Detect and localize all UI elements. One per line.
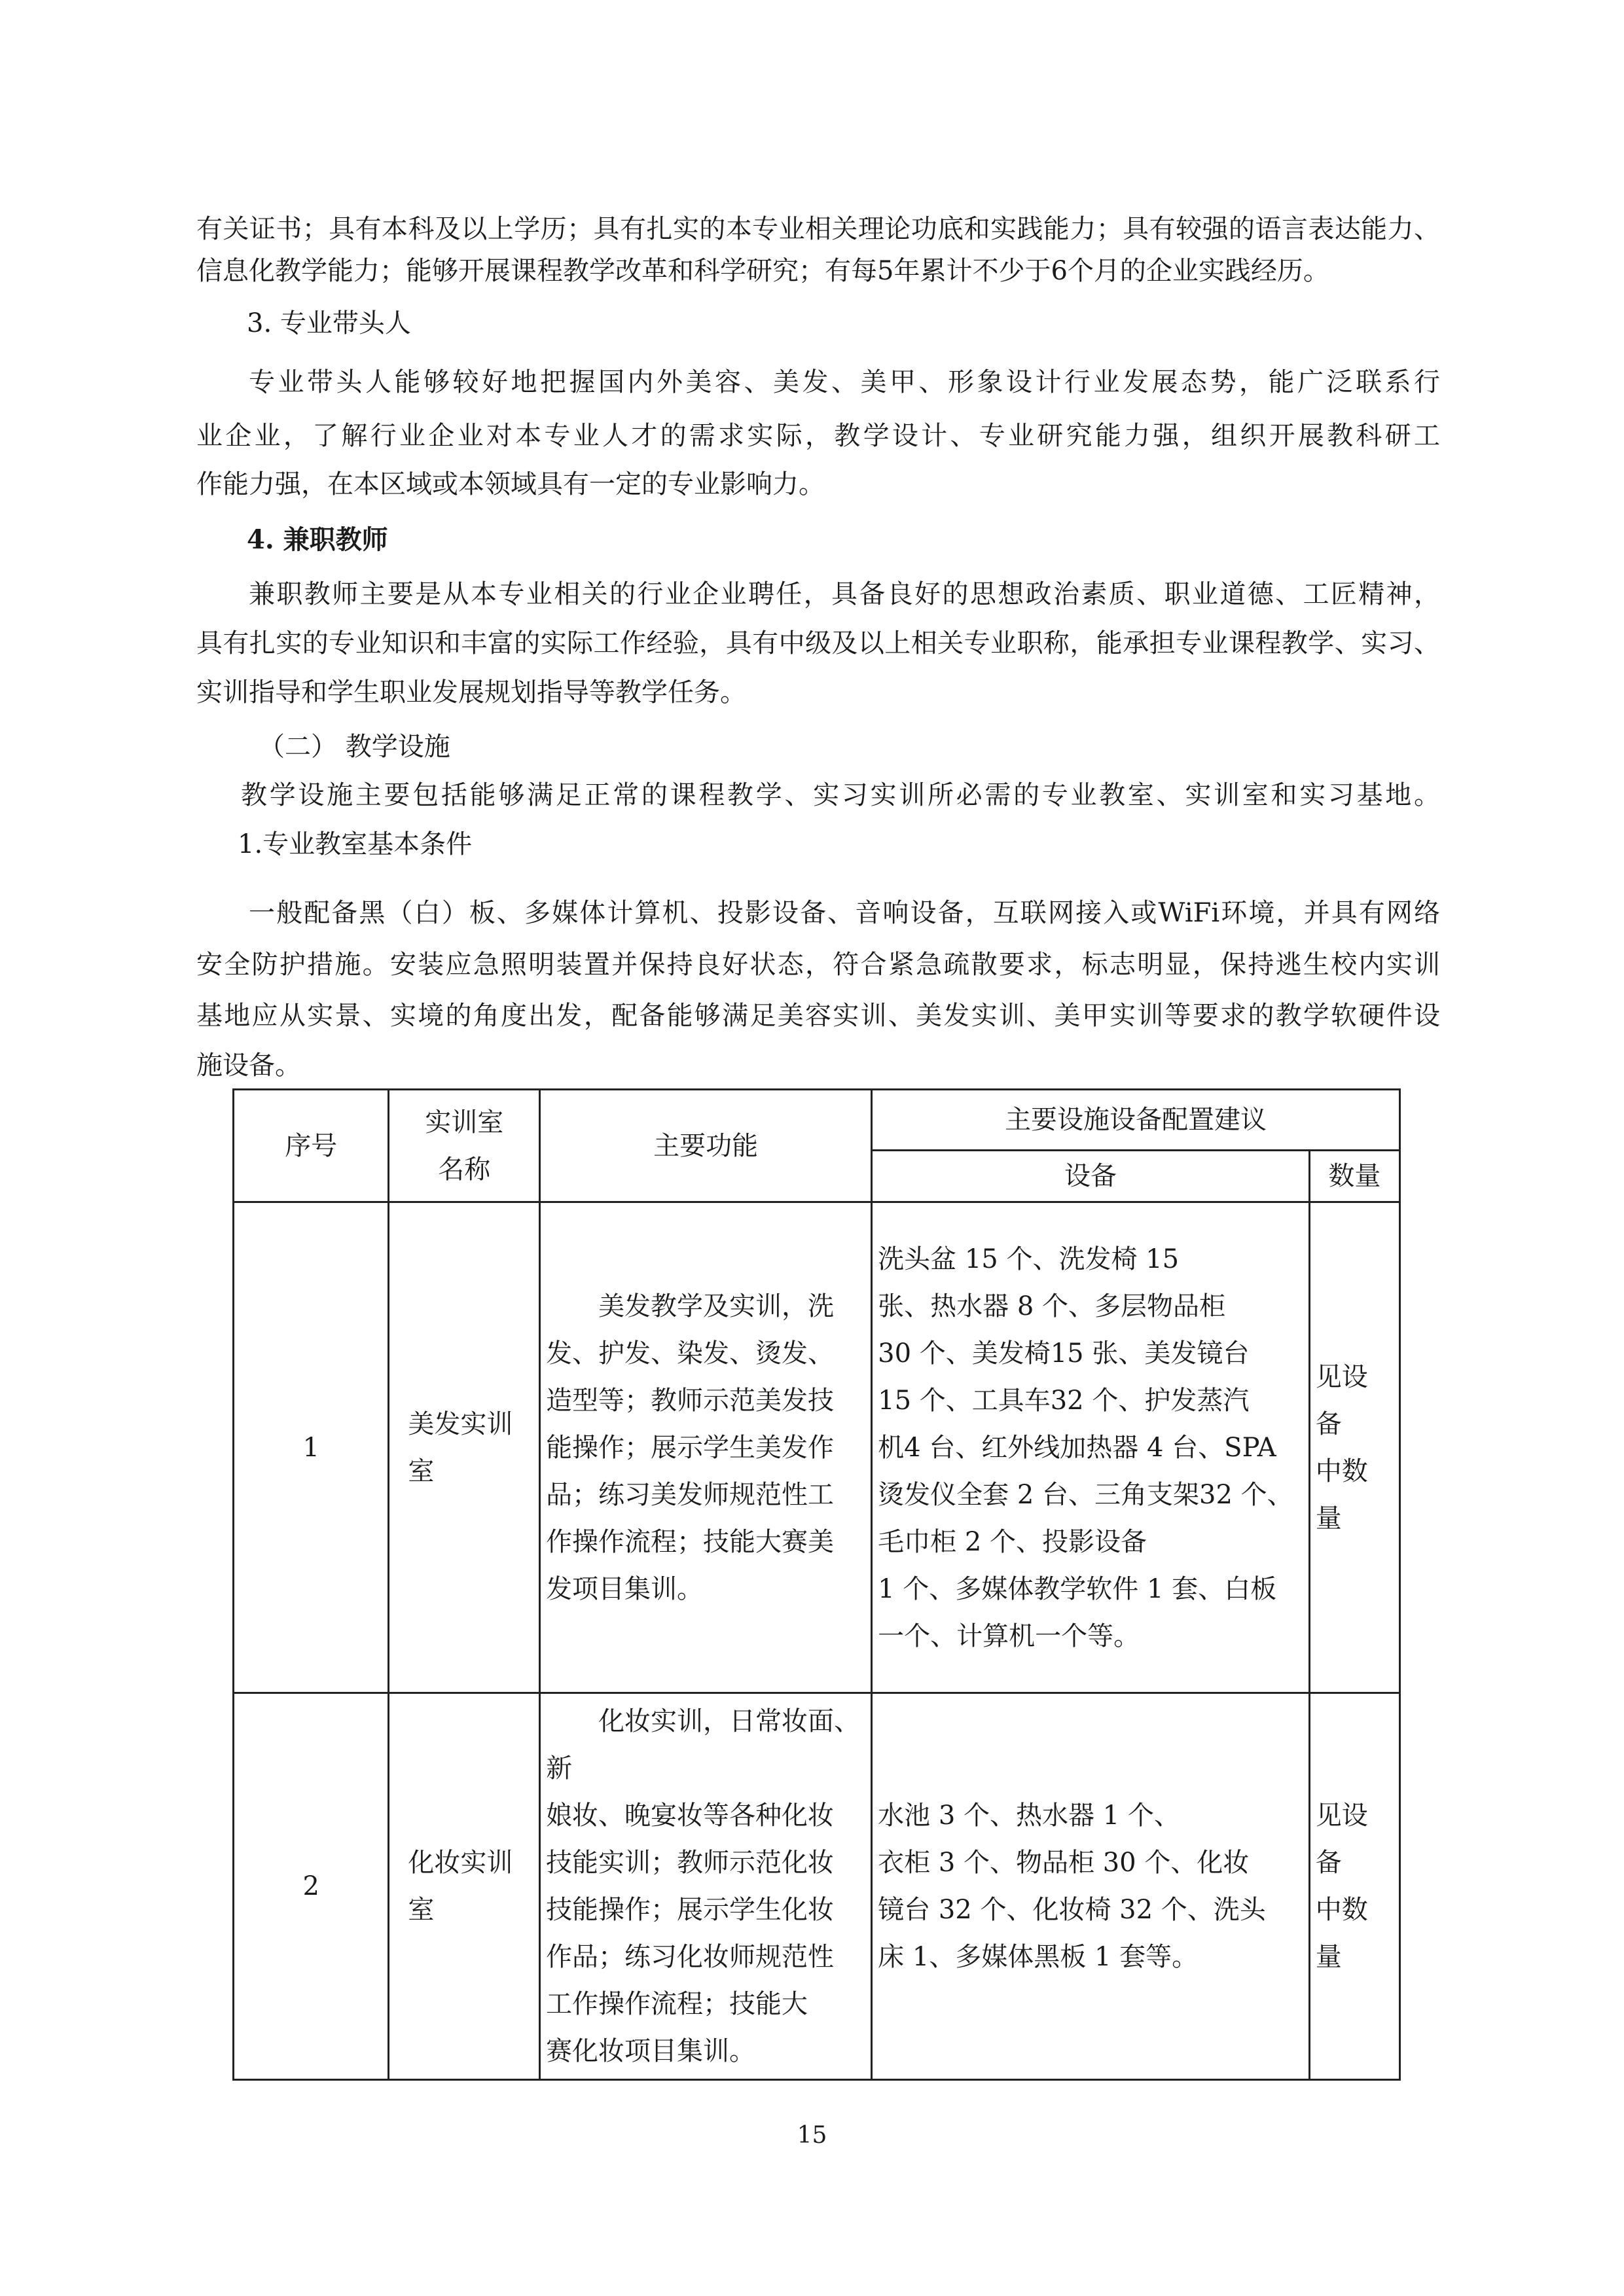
quantity-text: 见设备 中数量: [1315, 1801, 1368, 1972]
room-name-text: 美发实训 室: [408, 1408, 513, 1486]
room-name-text: 化妆实训 室: [408, 1848, 513, 1925]
paragraph-line: 施设备。: [196, 1050, 301, 1081]
header-room-name-text: 实训室 名称: [425, 1107, 504, 1185]
function-text: 美发教学及实训，洗 发、护发、染发、烫发、 造型等；教师示范美发技 能操作；展示学生美发作 品；练习美发师规范性工 作操作流程；技能大赛美 发项目集训。: [546, 1291, 835, 1604]
facilities-table: [232, 1088, 1401, 2081]
cell-equipment: [872, 1202, 1310, 1693]
section-heading: 4. 兼职教师: [247, 524, 388, 555]
paragraph-line: 一般配备黑（白）板、多媒体计算机、投影设备、音响设备，互联网接入或WiFi环境，并具有网络: [249, 898, 1440, 928]
header-config: 主要设施设备配置建议: [872, 1090, 1400, 1151]
cell-quantity: [1309, 1693, 1399, 2080]
cell-function: [540, 1202, 872, 1693]
quantity-text: 见设备 中数量: [1315, 1361, 1368, 1534]
cell-room-name: [389, 1202, 540, 1693]
equipment-text: 水池 3 个、热水器 1 个、 衣柜 3 个、物品柜 30 个、化妆 镜台 32 个、化妆椅 32 个、洗头 床 1、多媒体黑板 1 套等。: [878, 1801, 1266, 1972]
paragraph-line: 信息化教学能力；能够开展课程教学改革和科学研究；有每5年累计不少于6个月的企业实践经历。: [196, 256, 1329, 286]
header-equipment: 设备: [872, 1151, 1310, 1202]
table-row: [234, 1202, 1400, 1693]
paragraph-line: 业企业，了解行业企业对本专业人才的需求实际，教学设计、专业研究能力强，组织开展教科研工: [196, 421, 1440, 451]
paragraph-line: 安全防护措施。安装应急照明装置并保持良好状态，符合紧急疏散要求，标志明显，保持逃生校内实训: [196, 950, 1440, 980]
function-text: 化妆实训，日常妆面、新 娘妆、晚宴妆等各种化妆 技能实训；教师示范化妆 技能操作；展示学生化妆 作品；练习化妆师规范性 工作操作流程；技能大 赛化妆项目集训。: [546, 1706, 861, 2066]
equipment-text: 洗头盆 15 个、洗发椅 15 张、热水器 8 个、多层物品柜 30 个、美发椅15 张、美发镜台 15 个、工具车32 个、护发蒸汽 机4 台、红外线加热器 4 台、SPA 烫发仪全套 2 台、三角支架32 个、 毛巾柜 2 个、投影设备 1 个、多媒体教学软件 1 套、白板 一个、计算机一个等。: [878, 1244, 1293, 1651]
header-function: 主要功能: [540, 1090, 872, 1202]
header-quantity: 数量: [1309, 1151, 1399, 1202]
table-row: [234, 1693, 1400, 2080]
paragraph-line: 具有扎实的专业知识和丰富的实际工作经验，具有中级及以上相关专业职称，能承担专业课程教学、实习、: [196, 628, 1440, 658]
section-heading: 3. 专业带头人: [247, 308, 411, 338]
cell-equipment: [872, 1693, 1310, 2080]
paragraph-line: 基地应从实景、实境的角度出发，配备能够满足美容实训、美发实训、美甲实训等要求的教学软硬件设: [196, 1001, 1440, 1031]
header-seq: 序号: [234, 1090, 389, 1202]
paragraph-line: 有关证书；具有本科及以上学历；具有扎实的本专业相关理论功底和实践能力；具有较强的语言表达能力、: [196, 214, 1440, 244]
paragraph-line: 专业带头人能够较好地把握国内外美容、美发、美甲、形象设计行业发展态势，能广泛联系行: [249, 367, 1440, 397]
paragraph-line: 教学设施主要包括能够满足正常的课程教学、实习实训所必需的专业教室、实训室和实习基地。: [241, 780, 1440, 810]
cell-function: [540, 1693, 872, 2080]
section-heading: 1.专业教室基本条件: [238, 829, 473, 859]
page-number: 15: [797, 2122, 827, 2149]
header-room-name: [389, 1090, 540, 1202]
cell-seq: 2: [234, 1693, 389, 2080]
cell-quantity: [1309, 1202, 1399, 1693]
paragraph-line: 实训指导和学生职业发展规划指导等教学任务。: [196, 677, 746, 708]
section-heading: （二） 教学设施: [259, 732, 450, 762]
cell-seq: 1: [234, 1202, 389, 1693]
cell-room-name: [389, 1693, 540, 2080]
paragraph-line: 作能力强，在本区域或本领域具有一定的专业影响力。: [196, 469, 825, 499]
table-header-row: [234, 1090, 1400, 1151]
paragraph-line: 兼职教师主要是从本专业相关的行业企业聘任，具备良好的思想政治素质、职业道德、工匠精神，: [249, 579, 1440, 609]
